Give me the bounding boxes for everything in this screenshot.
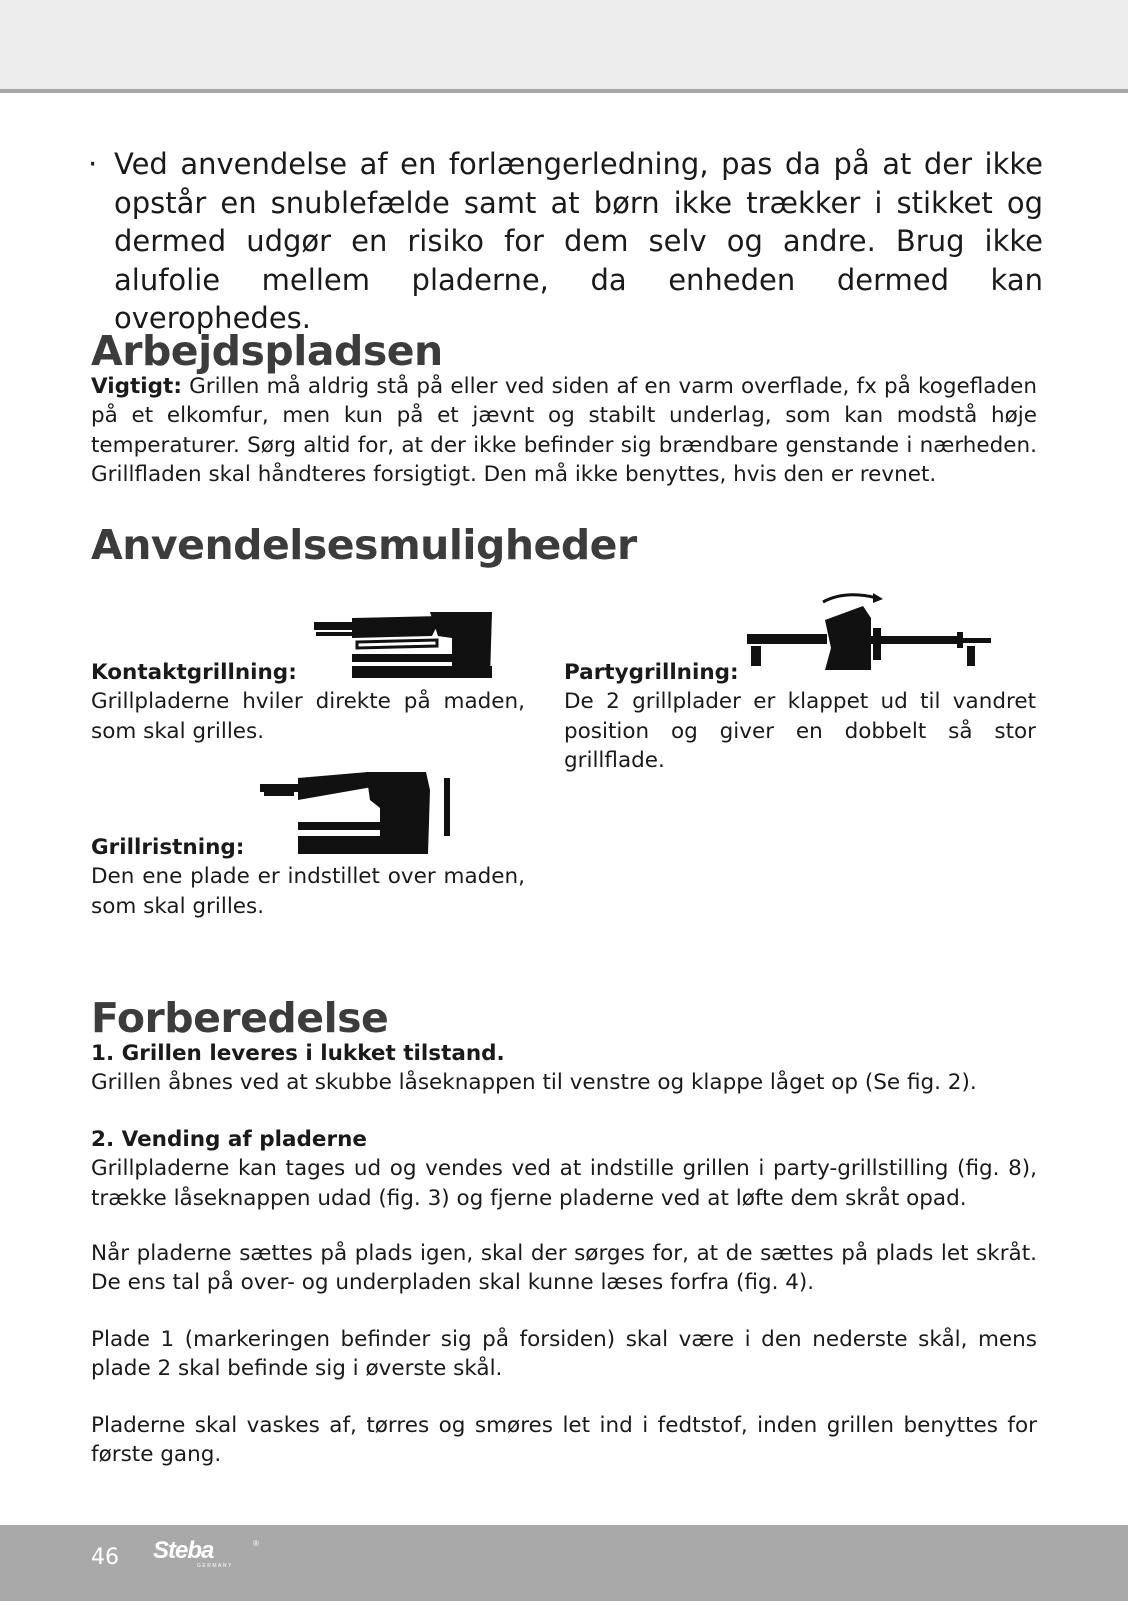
grillristning-label: Grillristning: (91, 835, 245, 860)
step-1 (91, 1039, 1037, 1098)
heading-anvendelsesmuligheder: Anvendelsesmuligheder (91, 521, 637, 569)
partygrillning-label: Partygrillning: (564, 660, 739, 685)
steba-logo-mark (153, 1540, 265, 1570)
grillristning-block (91, 833, 525, 921)
bullet-paragraph (88, 145, 1043, 338)
plate-position-paragraph: Plade 1 (markeringen befinder sig på forsiden) skal være i den nederste skål, mens plade 2 skal befinde sig i øverste skål. (91, 1327, 1037, 1382)
kontaktgrillning-block (91, 658, 525, 746)
heading-arbejdspladsen: Arbejdspladsen (91, 327, 443, 375)
important-label: Vigtigt: (91, 374, 182, 399)
steba-logo (153, 1540, 265, 1574)
bullet-dot: · (88, 147, 98, 181)
top-band (0, 0, 1128, 93)
step-1-text: Grillen åbnes ved at skubbe låseknappen til venstre og klappe låget op (Se fig. 2). (91, 1070, 977, 1096)
page-number: 46 (91, 1545, 119, 1570)
arbejdspladsen-text: Grillen må aldrig stå på eller ved siden af en varm overflade, fx på kogefladen på et elkomfur, men kun på et jævnt og stabilt underlag, som kan modstå høje temperaturer. Sørg altid for, at der ikke befinder sig brændbare genstande i nærheden. Grillfladen skal håndteres forsigtigt. Den må ikke benyttes, hvis den er revnet. (91, 374, 1037, 487)
kontaktgrillning-label: Kontaktgrillning: (91, 660, 297, 685)
registered-mark: ® (253, 1540, 259, 1548)
step-2-text: Grillpladerne kan tages ud og vendes ved at indstille grillen i party-grillstilling (fig. 8), trække låseknappen udad (fig. 3) og fjerne pladerne ved at løfte dem skråt opad. (91, 1156, 1037, 1211)
partygrillning-text: De 2 grillplader er klappet ud til vandret position og giver en dobbelt så stor grillflade. (564, 689, 1036, 773)
cleaning-paragraph: Pladerne skal vaskes af, tørres og smøres let ind i fedtstof, inden grillen benyttes for første gang. (91, 1413, 1037, 1468)
grillristning-text: Den ene plade er indstillet over maden, som skal grilles. (91, 864, 525, 919)
steba-logo-wordmark: Steba (153, 1540, 214, 1564)
arbejdspladsen-paragraph (91, 372, 1037, 489)
step-2 (91, 1125, 1037, 1213)
heading-forberedelse: Forberedelse (91, 994, 389, 1042)
bullet-text: Ved anvendelse af en forlængerledning, pas da på at der ikke opstår en snublefælde samt at børn ikke trækker i stikket og dermed udgør en risiko for dem selv og andre. Brug ikke alufolie mellem pladerne, da enheden dermed kan overophedes. (114, 147, 1043, 335)
logo-subtext: GERMANY (197, 1563, 233, 1569)
plates-reinsert-paragraph: Når pladerne sættes på plads igen, skal der sørges for, at de sættes på plads let skråt. De ens tal på over- og underpladen skal kunne læses forfra (fig. 4). (91, 1241, 1037, 1296)
kontaktgrillning-text: Grillpladerne hviler direkte på maden, som skal grilles. (91, 689, 525, 744)
partygrillning-block (564, 658, 1036, 775)
step-2-title: 2. Vending af pladerne (91, 1127, 367, 1152)
step-1-title: 1. Grillen leveres i lukket tilstand. (91, 1041, 505, 1066)
